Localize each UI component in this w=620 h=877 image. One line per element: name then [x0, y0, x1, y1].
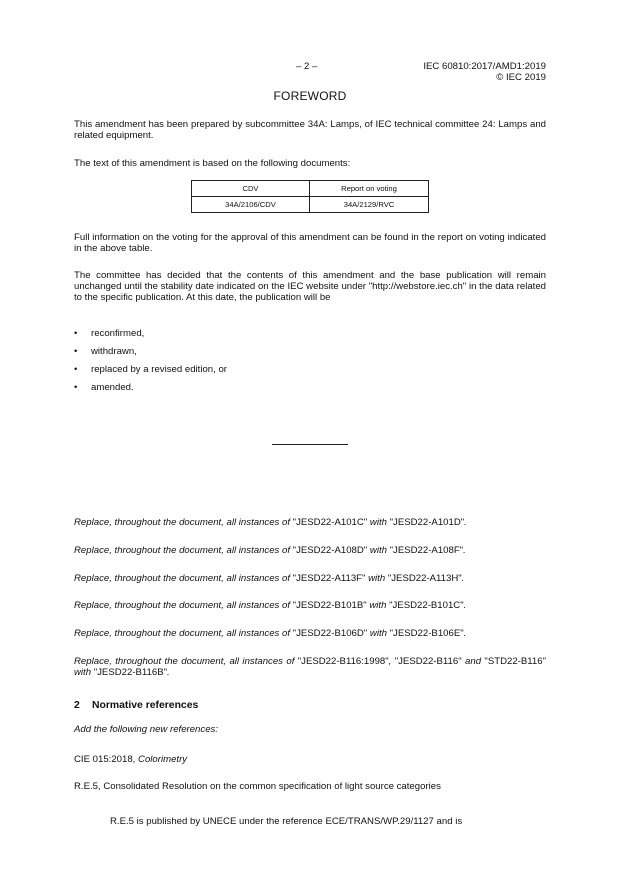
- bullet-icon: •: [74, 346, 78, 357]
- foreword-paragraph-stability: The committee has decided that the contents of this amendment and the base publication will remain unchanged until the stability date indicated on the IEC website under "http://webstore.iec.ch" in the data related to the specific publication. At this date, the publication will be: [74, 270, 546, 304]
- document-reference: IEC 60810:2017/AMD1:2019: [423, 61, 546, 72]
- section-heading: [74, 700, 198, 711]
- table-cell-cdv: 34A/2106/CDV: [192, 197, 310, 213]
- copyright-notice: © IEC 2019: [496, 72, 546, 83]
- replacement-instruction-b116: Replace, throughout the document, all instances of "JESD22-B116:1998", "JESD22-B116" and "STD22-B116" with "JESD22-B116B".: [74, 656, 546, 679]
- foreword-title: FOREWORD: [273, 89, 347, 103]
- table-header-row: [192, 181, 429, 197]
- section-instruction: Add the following new references:: [74, 724, 218, 735]
- list-item: • withdrawn,: [74, 346, 137, 357]
- table-cell-report: 34A/2129/RVC: [310, 197, 429, 213]
- table-header-report: Report on voting: [310, 181, 429, 197]
- document-header: [423, 61, 546, 83]
- replacement-instruction: Replace, throughout the document, all instances of "JESD22-A101C" with "JESD22-A101D".: [74, 517, 467, 528]
- voting-documents-table: [191, 180, 429, 213]
- bullet-icon: •: [74, 364, 78, 375]
- page-number: – 2 –: [296, 61, 318, 72]
- foreword-paragraph-committee: This amendment has been prepared by subcommittee 34A: Lamps, of IEC technical committee 24: Lamps and related equipment.: [74, 119, 546, 142]
- replacement-instruction: Replace, throughout the document, all instances of "JESD22-B106D" with "JESD22-B106E".: [74, 628, 467, 639]
- table-header-cdv: CDV: [192, 181, 310, 197]
- foreword-paragraph-documents: The text of this amendment is based on the following documents:: [74, 158, 351, 169]
- list-item: • amended.: [74, 382, 134, 393]
- foreword-paragraph-voting: Full information on the voting for the approval of this amendment can be found in the report on voting indicated in the above table.: [74, 232, 546, 255]
- publication-options-list: [74, 328, 227, 400]
- reference-re5: R.E.5, Consolidated Resolution on the common specification of light source categories: [74, 781, 441, 792]
- replacement-instruction: Replace, throughout the document, all instances of "JESD22-A113F" with "JESD22-A113H".: [74, 573, 465, 584]
- list-item: • reconfirmed,: [74, 328, 145, 339]
- bullet-icon: •: [74, 382, 78, 393]
- section-title: Normative references: [92, 700, 199, 711]
- reference-cie: CIE 015:2018, Colorimetry: [74, 754, 188, 765]
- replacement-instruction: Replace, throughout the document, all instances of "JESD22-B101B" with "JESD22-B101C".: [74, 600, 467, 611]
- reference-note: R.E.5 is published by UNECE under the reference ECE/TRANS/WP.29/1127 and is: [110, 816, 463, 827]
- section-divider: [272, 444, 348, 445]
- list-item: • replaced by a revised edition, or: [74, 364, 227, 375]
- section-number: 2: [74, 700, 80, 711]
- table-row: [192, 197, 429, 213]
- bullet-icon: •: [74, 328, 78, 339]
- replacement-instruction: Replace, throughout the document, all instances of "JESD22-A108D" with "JESD22-A108F".: [74, 545, 466, 556]
